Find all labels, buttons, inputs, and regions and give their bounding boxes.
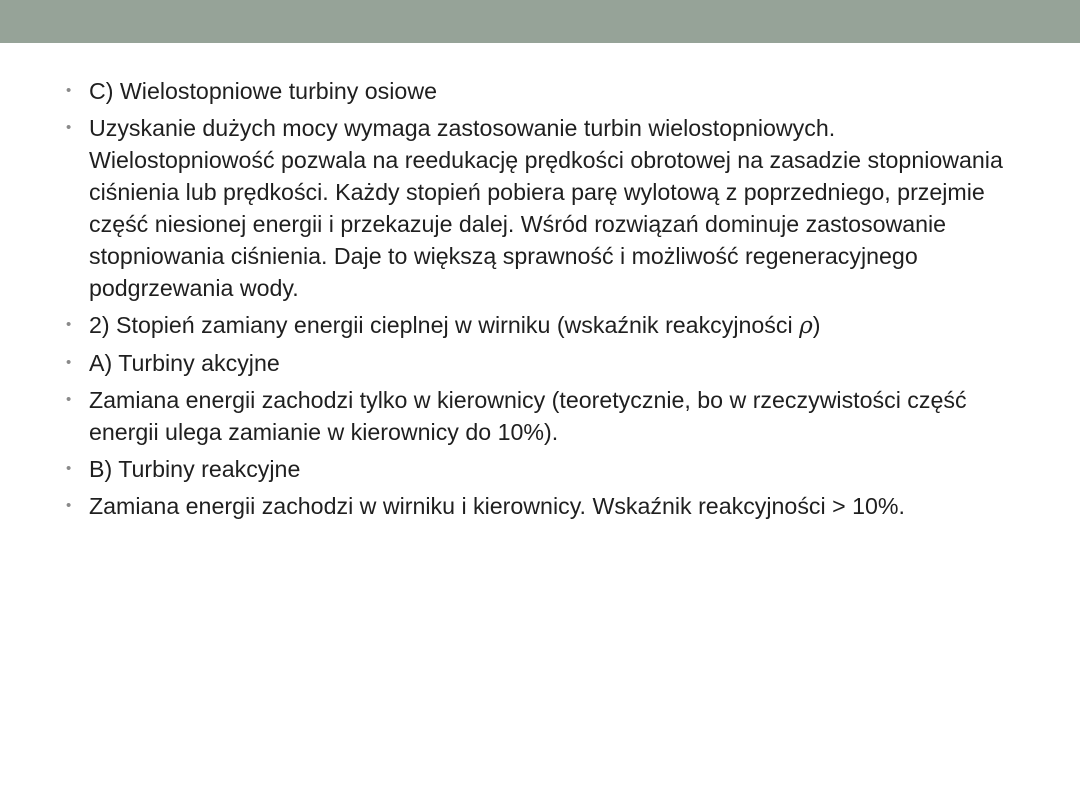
- bullet-icon: •: [66, 497, 72, 514]
- bullet-icon: •: [66, 119, 72, 136]
- bullet-icon: •: [66, 82, 72, 99]
- bullet-item-multistage-turbines: [66, 75, 1016, 107]
- bullet-item-reaction-description: [66, 490, 1016, 522]
- bullet-text-closing: ): [812, 312, 821, 338]
- header-bar: [0, 0, 1080, 43]
- rho-symbol: ρ: [799, 312, 813, 339]
- bullet-text: 2) Stopień zamiany energii cieplnej w wirniku (wskaźnik reakcyjności: [89, 312, 800, 338]
- bullet-item-impulse-description: [66, 384, 1016, 448]
- bullet-text: B) Turbiny reakcyjne: [89, 456, 301, 482]
- bullet-icon: •: [66, 460, 72, 477]
- bullet-list: [66, 75, 1016, 522]
- bullet-text: A) Turbiny akcyjne: [89, 350, 280, 376]
- bullet-item-impulse-turbines: [66, 347, 1016, 379]
- bullet-item-reaction-degree: [66, 309, 1016, 342]
- bullet-icon: •: [66, 391, 72, 408]
- bullet-item-high-power: [66, 112, 1016, 304]
- bullet-text: Zamiana energii zachodzi tylko w kierownicy (teoretycznie, bo w rzeczywistości część energii ulega zamianie w kierownicy do 10%).: [89, 387, 967, 445]
- bullet-icon: •: [66, 316, 72, 333]
- slide-content: [66, 75, 1016, 527]
- bullet-text: Zamiana energii zachodzi w wirniku i kierownicy. Wskaźnik reakcyjności > 10%.: [89, 493, 905, 519]
- bullet-text: Uzyskanie dużych mocy wymaga zastosowanie turbin wielostopniowych. Wielostopniowość pozwala na reedukację prędkości obrotowej na zasadzie stopniowania ciśnienia lub prędkości. Każdy stopień pobiera parę wylotową z poprzedniego, przejmie część niesionej energii i przekazuje dalej. Wśród rozwiązań dominuje zastosowanie stopniowania ciśnienia. Daje to większą sprawność i możliwość regeneracyjnego podgrzewania wody.: [89, 115, 1003, 301]
- bullet-icon: •: [66, 354, 72, 371]
- bullet-text: C) Wielostopniowe turbiny osiowe: [89, 78, 437, 104]
- bullet-item-reaction-turbines: [66, 453, 1016, 485]
